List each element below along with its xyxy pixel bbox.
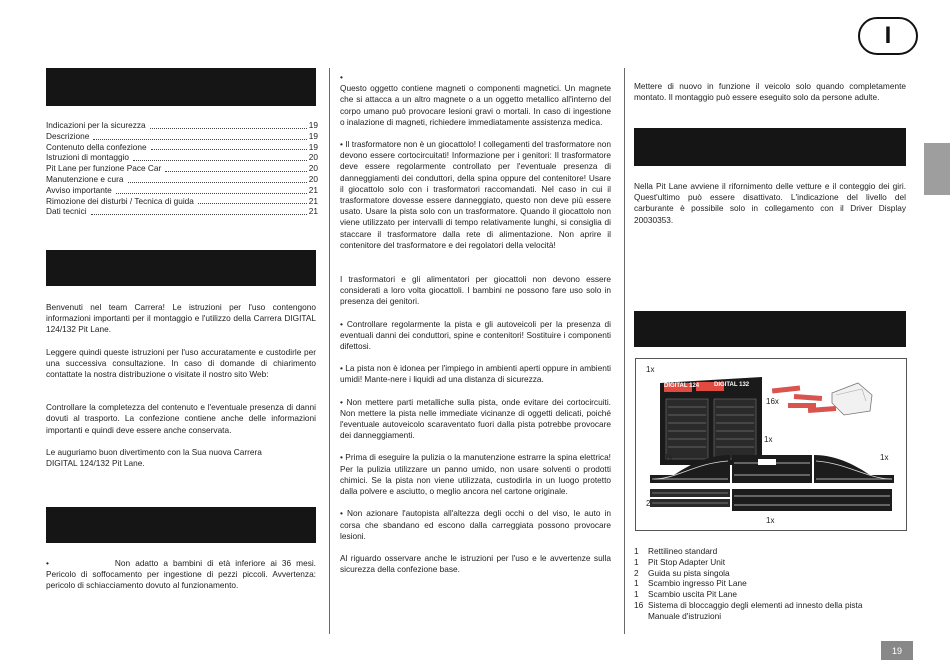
figure-brand-2: Carrera xyxy=(698,371,716,377)
toc-row[interactable] xyxy=(46,120,318,131)
figure-qty-right: 1x xyxy=(880,453,889,462)
toc-page: 21 xyxy=(308,206,318,217)
toc-title: Descrizione xyxy=(46,130,90,141)
description-paragraph: Nella Pit Lane avviene il rifornimento delle vetture e il conteggio dei giri. Quest'ultimo può essere disattivato. L'indicazione del livello del carburante è possibile solo in collegamento con il Driver Display 20030353. xyxy=(634,181,906,225)
safety-magnets: Questo oggetto contiene magneti o componenti magnetici. Un magnete che si attacca a un altro magnete o a un oggetto metallico all'interno del corpo umano può provocare lesioni gravi o mortali. In caso di ingestione o inalazione di magneti, richiedere immediatamente assistenza medica. xyxy=(340,83,611,127)
safety-outdoor: • La pista non è idonea per l'impiego in ambienti aperti oppure in ambienti umidi! Mante-nere i liquidi ad una distanza di sicurezza. xyxy=(340,363,611,385)
warning-text: Non adatto a bambini di età inferiore ai 36 mesi. Pericolo di soffocamento per ingestione di pezzi piccoli. Avvertenza: pericolo di schiacciamento dovuto al funzionamento. xyxy=(46,558,316,591)
toc-row[interactable] xyxy=(46,152,318,163)
toc-title: Indicazioni per la sicurezza xyxy=(46,120,146,130)
safety-bullet-top: • xyxy=(340,72,343,82)
toc-row[interactable] xyxy=(46,185,318,196)
part-name: Guida su pista singola xyxy=(648,567,730,578)
toc-leader xyxy=(133,160,307,161)
figure-brand: Carrera xyxy=(666,372,684,378)
parts-list-item xyxy=(634,611,906,622)
toc-page: 19 xyxy=(308,120,318,130)
figure-qty-bottom: 1x xyxy=(766,516,775,525)
language-badge: I xyxy=(858,17,918,55)
intro-paragraph-1: Benvenuti nel team Carrera! Le istruzioni per l'uso contengono informazioni importanti per il montaggio e l'utilizzo della Carrera DIGITAL 124/132 Pit Lane. xyxy=(46,302,316,335)
safety-eyes: • Non azionare l'autopista all'altezza degli occhi o del viso, le auto in corsa che sbandano ed escono dalla carreggiata possono provocare lesioni. xyxy=(340,508,611,541)
part-qty: 1 xyxy=(634,589,639,600)
table-of-contents xyxy=(46,120,318,217)
toc-row[interactable] xyxy=(46,163,318,174)
toc-leader xyxy=(93,139,306,140)
part-name: Scambio uscita Pit Lane xyxy=(648,589,738,600)
parts-list xyxy=(634,546,906,622)
part-qty: 1 xyxy=(634,578,639,589)
toc-leader xyxy=(150,128,307,129)
toc-page: 19 xyxy=(308,141,318,152)
part-name: Pit Stop Adapter Unit xyxy=(648,556,726,567)
toc-page: 21 xyxy=(308,195,318,206)
figure-qty-left: 1x xyxy=(664,453,673,462)
small-parts-warning xyxy=(46,558,316,592)
safety-text xyxy=(340,72,611,575)
section-band-toc xyxy=(46,68,316,106)
safety-metal: • Non mettere parti metalliche sulla pista, onde evitare dei cortocircuiti. Non mettere la pista nelle immediate vicinanze di oggetti delicati, poiché l'eventuale autoveicolo scaraventato fuori dalla pista potrebbe provocare dei danneggiamenti. xyxy=(340,396,611,441)
part-qty: 1 xyxy=(634,546,639,556)
parts-list-item xyxy=(634,600,906,611)
toc-page: 20 xyxy=(308,173,318,184)
toc-row[interactable] xyxy=(46,206,318,217)
part-qty xyxy=(634,611,648,622)
contents-figure xyxy=(635,358,907,531)
part-qty: 2 xyxy=(634,567,639,578)
intro-paragraph-2: Leggere quindi queste istruzioni per l'uso accuratamente e custodirle per una successiva consultazione. In caso di domande di chiarimento contattate la nostra distribuzione o visitate il nostro sito Web: xyxy=(46,346,316,380)
figure-qty-center: 1x xyxy=(764,435,773,444)
part-name: Sistema di bloccaggio degli elementi ad innesto della pista xyxy=(648,599,863,610)
toc-leader xyxy=(128,182,307,183)
part-name: Rettilineo standard xyxy=(648,546,718,556)
toc-page: 19 xyxy=(308,130,318,141)
intro-paragraph-3: Controllare la completezza del contenuto e l'eventuale presenza di danni dovuti al trasporto. La confezione contiene anche delle informazioni importanti e quindi deve essere anche conservata. xyxy=(46,402,316,435)
figure-qty-display: 1x xyxy=(646,365,655,374)
toc-leader xyxy=(151,149,307,150)
parts-list-item xyxy=(634,578,906,589)
section-band-contents xyxy=(634,311,906,347)
toc-page: 21 xyxy=(308,184,318,195)
toc-page: 20 xyxy=(308,163,318,174)
toc-row[interactable] xyxy=(46,196,318,207)
warning-bullet: • xyxy=(46,558,49,568)
toc-title: Rimozione dei disturbi / Tecnica di guida xyxy=(46,195,194,206)
toc-leader xyxy=(198,203,307,204)
toc-title: Dati tecnici xyxy=(46,206,87,217)
track-clips-image xyxy=(766,381,876,417)
intro-paragraph-4: Le auguriamo buon divertimento con la Sua nuova Carrera DIGITAL 124/132 Pit Lane. xyxy=(46,446,262,469)
section-band-warning xyxy=(46,507,316,543)
parts-list-item xyxy=(634,568,906,579)
figure-qty-clips: 16x xyxy=(766,397,779,406)
toc-title: Avviso importante xyxy=(46,184,112,195)
parts-list-item xyxy=(634,546,906,557)
toc-leader xyxy=(165,171,306,172)
page-number: 19 xyxy=(881,641,913,660)
toc-title: Pit Lane per funzione Pace Car xyxy=(46,163,162,174)
column-divider-1 xyxy=(329,68,330,634)
toc-page: 20 xyxy=(308,152,318,163)
safety-note: Al riguardo osservare anche le istruzioni per l'uso e le avvertenze sulla sicurezza della confezione base. xyxy=(340,552,611,575)
toc-leader xyxy=(116,193,307,194)
intro-text xyxy=(46,302,316,469)
figure-product-2: DIGITAL 132 xyxy=(714,382,750,388)
part-qty: 16 xyxy=(634,599,644,610)
toc-row[interactable] xyxy=(46,174,318,185)
side-tab xyxy=(924,143,950,195)
pit-lane-track-image xyxy=(646,445,898,517)
safety-supply: I trasformatori e gli alimentatori per giocattoli non devono essere considerati a loro volta giocattoli. I bambini ne possono fare uso solo in presenza dei genitori. xyxy=(340,274,611,307)
parts-list-item xyxy=(634,557,906,568)
parts-list-item xyxy=(634,589,906,600)
toc-title: Istruzioni di montaggio xyxy=(46,152,130,163)
restart-text xyxy=(634,81,906,103)
part-name: Manuale d'istruzioni xyxy=(648,610,722,621)
part-qty: 1 xyxy=(634,556,639,567)
safety-clean: • Prima di eseguire la pulizia o la manutenzione estrarre la spina elettrica! Per la pulizia utilizzare un panno umido, non usare solventi o prodotti chimici. Se la pista non viene utilizzata, custodirla in un luogo protetto dalla polvere e asciutto, o meglio ancora nel cartone originale. xyxy=(340,452,611,497)
restart-paragraph: Mettere di nuovo in funzione il veicolo solo quando completamente montato. Il montaggio può essere eseguito solo da persone adulte. xyxy=(634,81,906,103)
toc-title: Contenuto della confezione xyxy=(46,141,147,152)
toc-leader xyxy=(91,214,307,215)
toc-row[interactable] xyxy=(46,131,318,142)
description-text xyxy=(634,181,906,226)
safety-transformer: • Il trasformatore non è un giocattolo! I collegamenti del trasformatore non devono essere cortocircuitati! Informazione per i genitori: Il trasformatore deve essere regolarmente controllato per l'eventuale presenza di danneggiamenti dei conduttori, della spina oppure del contenitore! Usare il giocattolo solo con i trasformatori raccomandati. Nel caso in cui il trasformatore dovesse essere danneggiato, questo non deve più essere usato. Usare la pista solo con un trasformatore. Quando il giocattolo non viene utilizzato per intervalli di tempo relativamente lunghi, si consiglia di staccare il trasformatore dalla rete di alimentazione. Non aprire il contenitore del trasformatore e dei regolatori della velocità! xyxy=(340,139,611,250)
section-band-description xyxy=(634,128,906,166)
figure-product: DIGITAL 124 xyxy=(664,383,700,389)
safety-check: • Controllare regolarmente la pista e gli autoveicoli per la presenza di eventuali danni dei conduttori, spine e contenitori! Sostituire i componenti difettosi. xyxy=(340,318,611,352)
toc-title: Manutenzione e cura xyxy=(46,173,124,184)
part-name: Scambio ingresso Pit Lane xyxy=(648,578,747,589)
figure-qty-bottom-left: 2 xyxy=(646,499,651,508)
column-divider-2 xyxy=(624,68,625,634)
toc-row[interactable] xyxy=(46,142,318,153)
section-band-intro xyxy=(46,250,316,286)
